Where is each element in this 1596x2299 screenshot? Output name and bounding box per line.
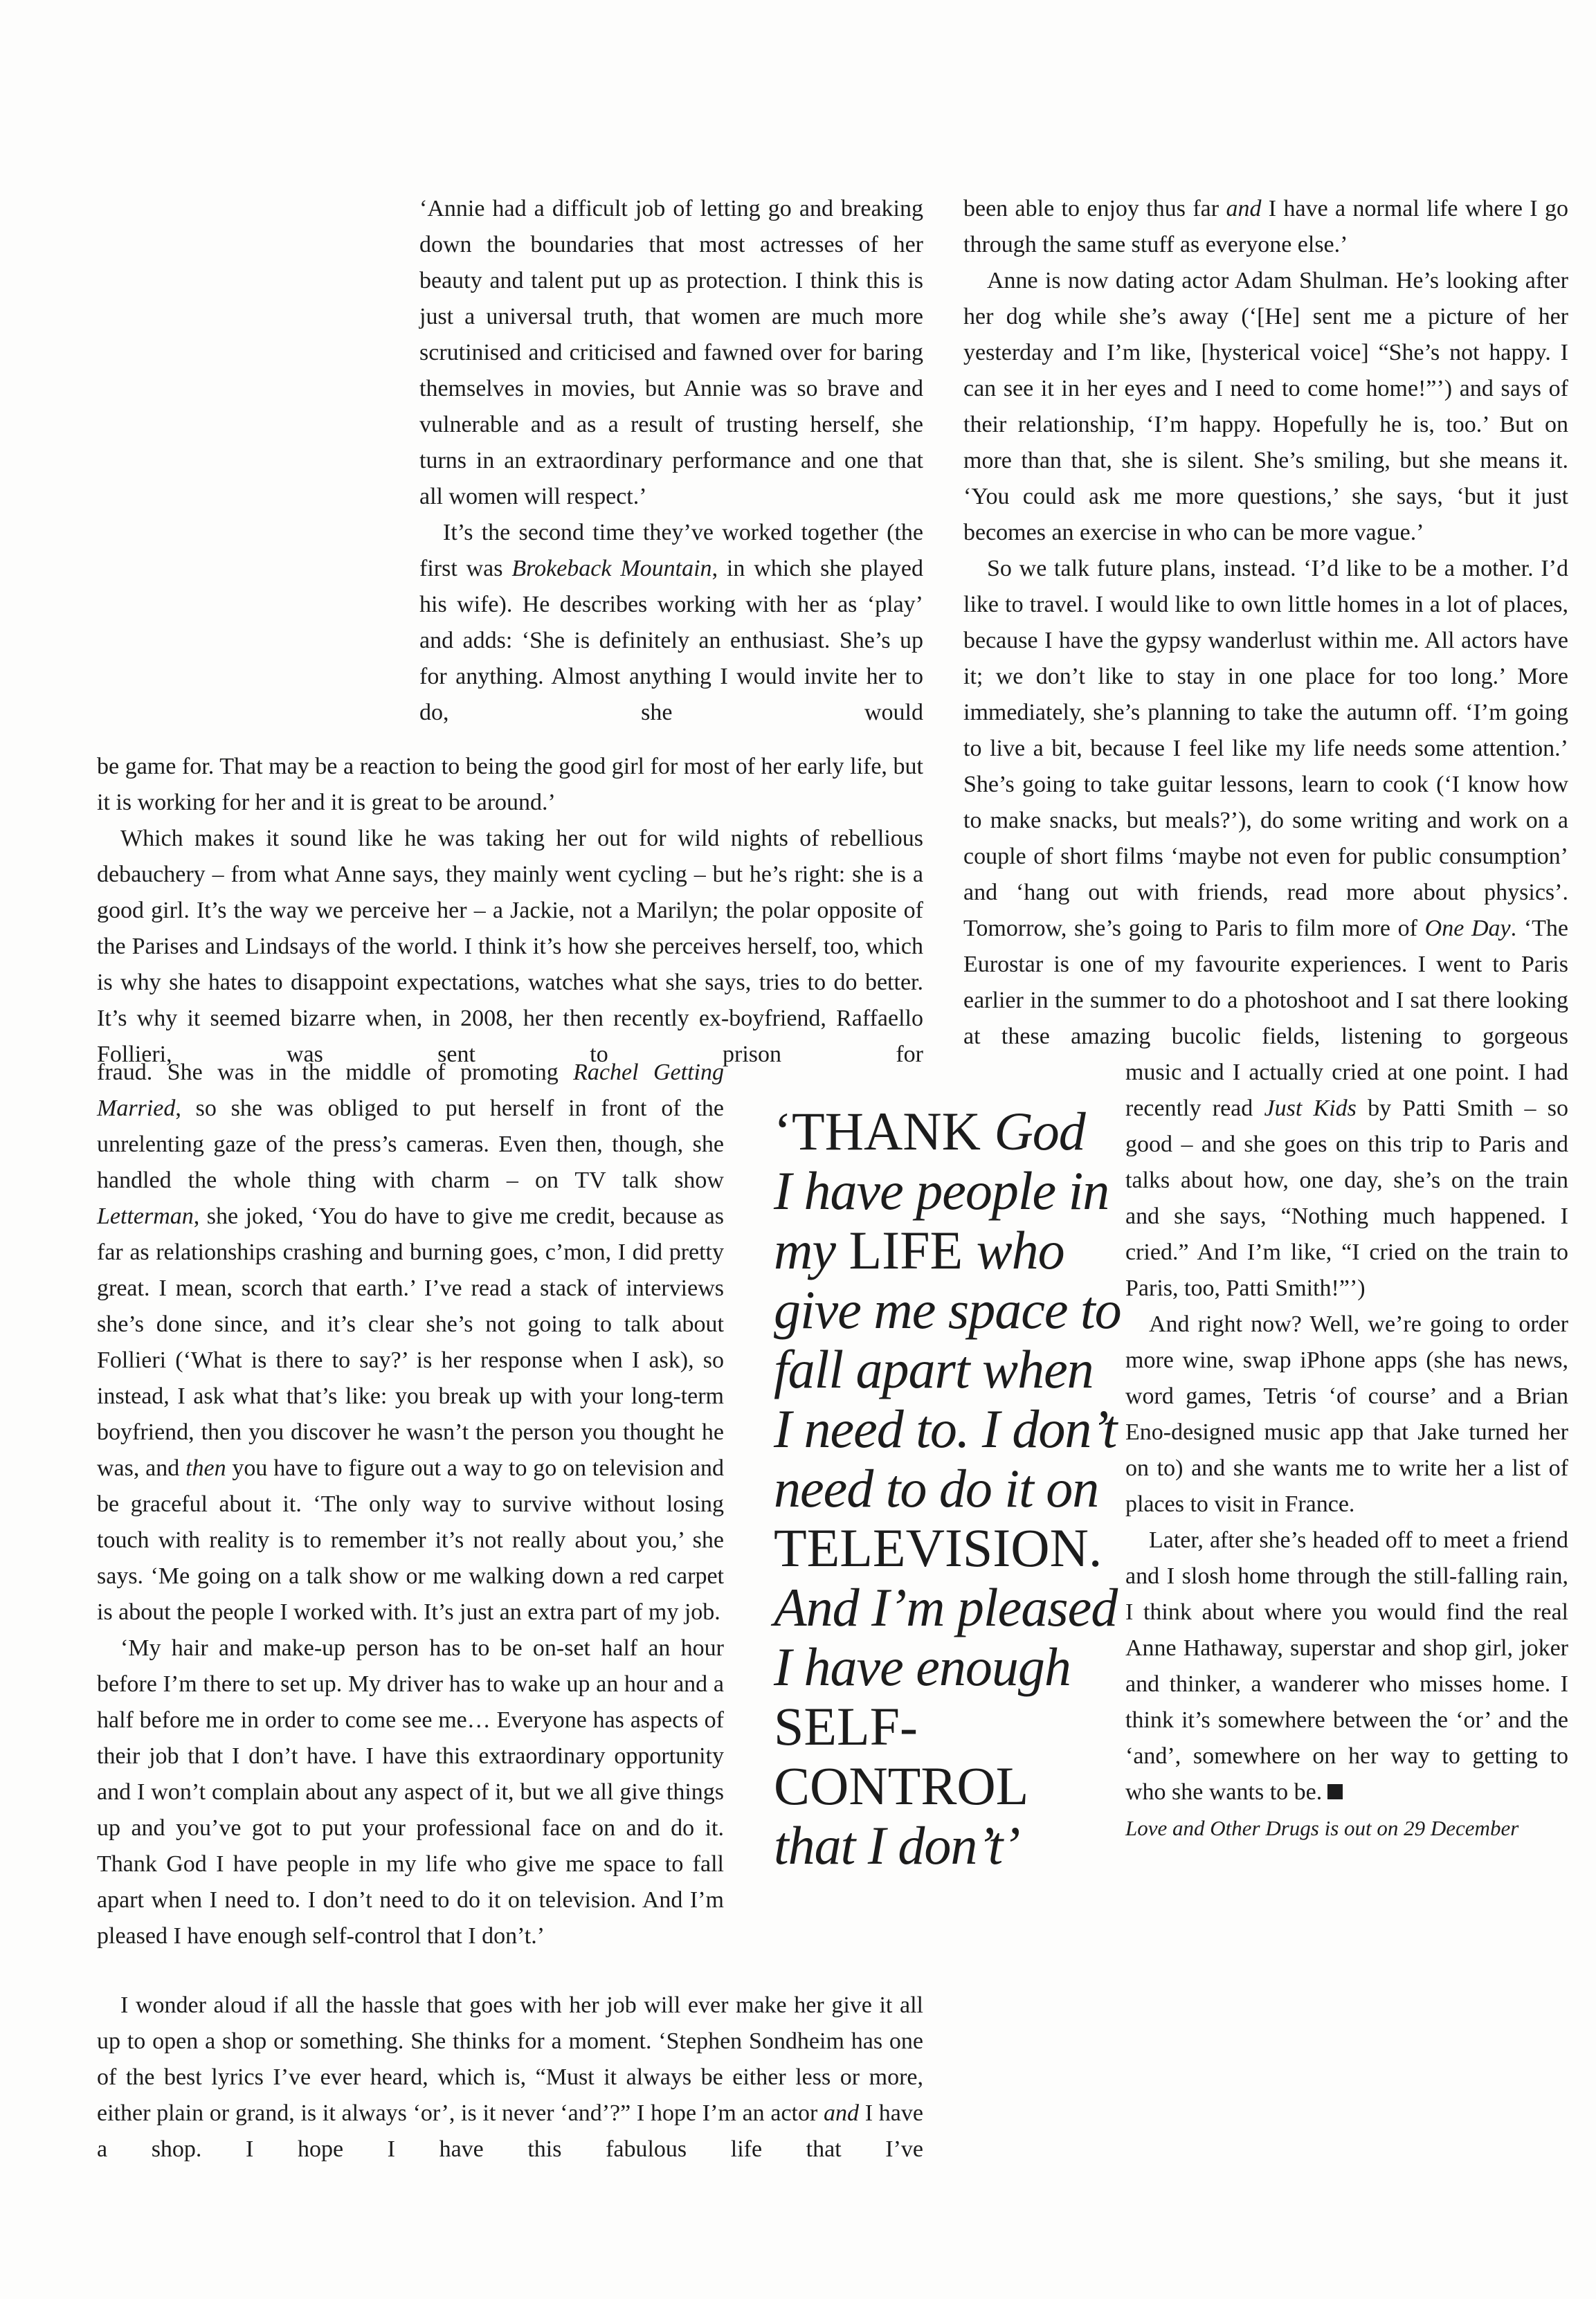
pull-quote-line: give me space to: [774, 1280, 1121, 1340]
body-column-top: [419, 191, 923, 731]
pull-quote-line: ‘THANK God: [774, 1101, 1085, 1161]
body-paragraph: fraud. She was in the middle of promoting Rachel Getting Married, so she was obliged to put herself in front of the unrelenting gaze of the press’s cameras. Even then, though, she handled the whole thing with charm – on TV talk show Letterman, she joked, ‘You do have to give me credit, because as far as relationships crashing and burning goes, c’mon, I did pretty great. I mean, scorch that earth.’ I’ve read a stack of interviews she’s done since, and it’s clear she’s not going to talk about Follieri (‘What is there to say?’ is her response when I ask), so instead, I ask what that’s like: you break up with your long-term boyfriend, then you discover he wasn’t the person you thought he was, and then you have to figure out a way to go on television and be graceful about it. ‘The only way to survive without losing touch with reality is to remember it’s not really about you,’ she says. ‘Me going on a talk show or me walking down a red carpet is about the people I worked with. It’s just an extra part of my job.: [97, 1060, 724, 1625]
end-mark: [1327, 1784, 1343, 1799]
body-paragraph: It’s the second time they’ve worked together (the first was Brokeback Mountain, in which she played his wife). He describes working with her as ‘play’ and adds: ‘She is definitely an enthusiast. She’s up for anything. Almost anything I would invite her to do, she would: [419, 520, 923, 725]
quote-paragraph: ‘Annie had a difficult job of letting go and breaking down the boundaries that most actresses of her beauty and talent put up as protection. I think this is just a universal truth, that women are much more scrutinised and criticised and fawned over for baring themselves in movies, but Annie was so brave and vulnerable and as a result of trusting herself, she turns in an extraordinary performance and one that all women will respect.’: [419, 196, 923, 509]
pull-quote: [774, 1102, 1161, 1875]
pull-quote-line: that I don’t’: [774, 1815, 1020, 1875]
book-title: Just Kids: [1264, 1096, 1357, 1121]
body-column-right-narrow: [1125, 1055, 1568, 1846]
film-title: One Day: [1424, 916, 1511, 941]
film-title: Brokeback Mountain: [511, 556, 712, 581]
body-column-wide: [97, 749, 923, 1073]
body-column-left: [97, 1055, 724, 1954]
body-paragraph: be game for. That may be a reaction to being the good girl for most of her early life, but it is working for her and it is great to be around.’: [97, 754, 923, 815]
film-title: Rachel Getting Married: [97, 1060, 724, 1121]
show-title: Letterman: [97, 1203, 194, 1229]
release-credit: Love and Other Drugs is out on 29 December: [1125, 1816, 1519, 1840]
body-paragraph: been able to enjoy thus far and I have a normal life where I go through the same stuff as everyone else.’: [963, 196, 1568, 257]
body-paragraph: ‘My hair and make-up person has to be on-set half an hour before I’m there to set up. My driver has to wake up an hour and a half before me in order to come see me… Everyone has aspects of their job that I don’t have. I have this extraordinary opportunity and I won’t complain about any aspect of it, but we all give things up and you’ve got to put your professional face on and do it. Thank God I have people in my life who give me space to fall apart when I need to. I don’t need to do it on television. And I’m pleased I have enough self-control that I don’t.’: [97, 1635, 724, 1949]
pull-quote-line: SELF-: [774, 1696, 918, 1756]
body-paragraph: Which makes it sound like he was taking her out for wild nights of rebellious debauchery – from what Anne says, they mainly went cycling – but he’s right: she is a good girl. It’s the way we perceive her – a Jackie, not a Marilyn; the polar opposite of the Parises and Lindsays of the world. I think it’s how she perceives herself, too, which is why she hates to disappoint expectations, watches what she says, tries to do better. It’s why it seemed bizarre when, in 2008, her then recently ex-boyfriend, Raffaello Follieri, was sent to prison for: [97, 826, 923, 1067]
pull-quote-line: I have people in: [774, 1161, 1109, 1221]
body-paragraph: And right now? Well, we’re going to order more wine, swap iPhone apps (she has news, word games, Tetris ‘of course’ and a Brian Eno-designed music app that Jake turned her on to) and she wants me to write her a list of places to visit in France.: [1125, 1311, 1568, 1517]
body-column-bottom: [97, 1988, 923, 2168]
body-column-right: [963, 191, 1568, 1055]
pull-quote-line: fall apart when: [774, 1339, 1094, 1399]
body-paragraph: I wonder aloud if all the hassle that goes with her job will ever make her give it all up to open a shop or something. She thinks for a moment. ‘Stephen Sondheim has one of the best lyrics I’ve ever heard, which is, “Must it always be either less or more, either plain or grand, is it always ‘or’, is it never ‘and’?” I hope I’m an actor and I have a shop. I hope I have this fabulous life that I’ve: [97, 1992, 923, 2162]
pull-quote-line: TELEVISION.: [774, 1518, 1103, 1578]
pull-quote-line: I have enough: [774, 1637, 1071, 1697]
body-paragraph: So we talk future plans, instead. ‘I’d like to be a mother. I’d like to travel. I would like to own little homes in a lot of places, because I have the gypsy wanderlust within me. All actors have it; we don’t like to stay in one place for too long.’ More immediately, she’s planning to take the autumn off. ‘I’m going to live a bit, because I feel like my life needs some attention.’ She’s going to take guitar lessons, learn to cook (‘I know how to make snacks, but meals?’), do some writing and work on a couple of short films ‘maybe not even for public consumption’ and ‘hang out with friends, read more about physics’. Tomorrow, she’s going to Paris to film more of One Day. ‘The Eurostar is one of my favourite experiences. I went to Paris earlier in the summer to do a photoshoot and I sat there looking at these amazing bucolic fields, listening to gorgeous: [963, 556, 1569, 1049]
pull-quote-line: CONTROL: [774, 1756, 1029, 1816]
pull-quote-line: I need to. I don’t: [774, 1399, 1117, 1459]
pull-quote-line: need to do it on: [774, 1458, 1099, 1518]
pull-quote-line: And I’m pleased: [774, 1577, 1118, 1637]
body-paragraph: Anne is now dating actor Adam Shulman. He’s looking after her dog while she’s away (‘[He] sent me a picture of her yesterday and I’m like, [hysterical voice] “She’s not happy. I can see it in her eyes and I need to come home!”’) and says of their relationship, ‘I’m happy. Hopefully he is, too.’ But on more than that, she is silent. She’s smiling, but she means it. ‘You could ask me more questions,’ she says, ‘but it just becomes an exercise in who can be more vague.’: [963, 268, 1568, 545]
pull-quote-line: my LIFE who: [774, 1220, 1064, 1280]
body-paragraph: music and I actually cried at one point. I had recently read Just Kids by Patti Smith – so good – and she goes on this trip to Paris and talks about how, one day, she’s on the train and she says, “Nothing much happened. I cried.” And I’m like, “I cried on the train to Paris, too, Patti Smith!”’): [1125, 1060, 1569, 1301]
body-paragraph: Later, after she’s headed off to meet a friend and I slosh home through the still-falling rain, I think about where you would find the real Anne Hathaway, superstar and shop girl, joker and thinker, a wanderer who misses home. I think it’s somewhere between the ‘or’ and the ‘and’, somewhere on her way to getting to who she wants to be.: [1125, 1527, 1568, 1805]
